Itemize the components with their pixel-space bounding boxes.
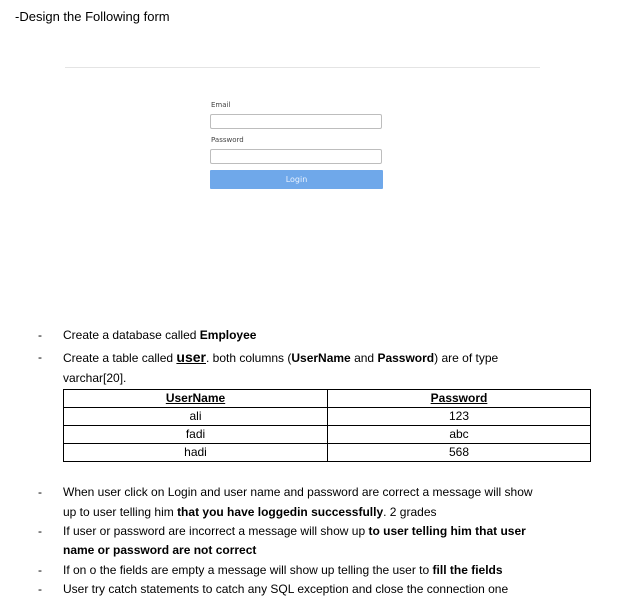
table-row bbox=[64, 408, 591, 426]
login-form bbox=[65, 67, 540, 218]
table-cell: 568 bbox=[328, 444, 591, 462]
table-row bbox=[64, 444, 591, 462]
password-field[interactable] bbox=[210, 149, 382, 164]
login-button[interactable]: Login bbox=[210, 170, 383, 189]
email-label: Email bbox=[211, 101, 231, 109]
column-header: UserName bbox=[64, 390, 328, 408]
table-cell: fadi bbox=[64, 426, 328, 444]
page-heading: -Design the Following form bbox=[15, 9, 170, 24]
email-field[interactable] bbox=[210, 114, 382, 129]
table-header-row bbox=[64, 390, 591, 408]
password-label: Password bbox=[211, 136, 244, 144]
table-row bbox=[64, 426, 591, 444]
table-cell: abc bbox=[328, 426, 591, 444]
users-table bbox=[63, 389, 591, 462]
table-cell: ali bbox=[64, 408, 328, 426]
column-header: Password bbox=[328, 390, 591, 408]
table-cell: 123 bbox=[328, 408, 591, 426]
table-cell: hadi bbox=[64, 444, 328, 462]
